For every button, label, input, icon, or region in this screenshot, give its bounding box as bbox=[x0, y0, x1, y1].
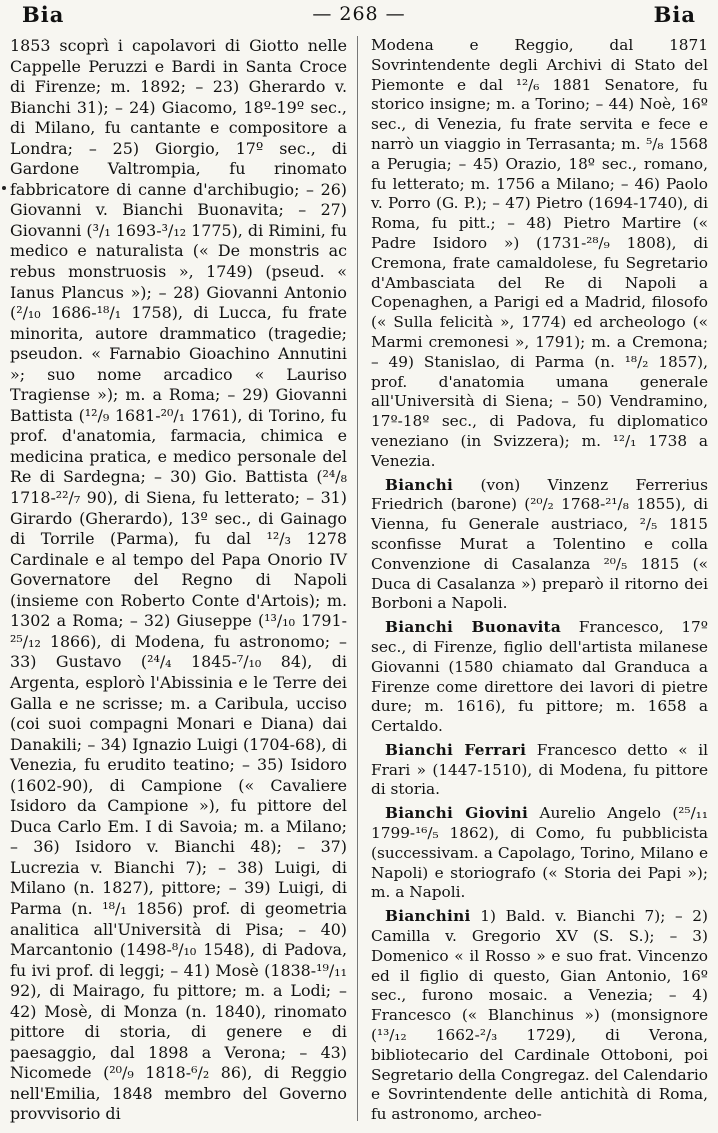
entry-bianchi-buonavita bbox=[371, 618, 708, 737]
entry-text: 1) Bald. v. Bianchi 7); – 2) Camilla v. Gregorio XV (S. S.); – 3) Domenico « il Rosso » e suo frat. Vincenzo ed il figlio di questo, Gian Antonio, 16º sec., furono mosaic. a Venezia; – 4) Francesco (« Blanchinus ») (monsignore (¹³/₁₂ 1662-²/₃ 1729), di Verona, bibliotecario del Cardinale Ottoboni, poi Segretario della Congregaz. del Calendario e Sovrintendente delle antichità di Roma, fu astronomo, archeo- bbox=[371, 907, 709, 1124]
column-divider bbox=[357, 36, 358, 1121]
entry-text: Francesco detto « il Frari » (1447-1510), di Modena, fu pittore di storia. bbox=[371, 740, 708, 799]
entry-headword: Bianchi Giovini bbox=[385, 804, 529, 823]
right-continuation-text: Modena e Reggio, dal 1871 Sovrintendente degli Archivi di Stato del Piemonte e dal ¹²/₆ 1881 Senatore, fu storico insigne; m. a Torino; – 44) Noè, 16º sec., di Venezia, fu frate servita e fece e narrò un viaggio in Terrasanta; m. ⁵/₈ 1568 a Perugia; – 45) Orazio, 18º sec., romano, fu letterato; m. 1756 a Milano; – 46) Paolo v. Porro (G. P.); – 47) Pietro (1694-1740), di Roma, fu pitt.; – 48) Pietro Martire (« Padre Isidoro ») (1731-²⁸/₉ 1808), di Cremona, frate camaldolese, fu Segretario d'Ambasciata del Re di Napoli a Copenaghen, a Parigi ed a Madrid, filosofo (« Sulla felicità », 1774) ed archeologo (« Marmi cremonesi », 1791); m. a Cremona; – 49) Stanislao, di Parma (n. ¹⁸/₂ 1857), prof. d'anatomia umana generale all'Università di Siena; – 50) Vendramino, 17º-18º sec., di Padova, fu diplomatico veneziano (in Svizzera); m. ¹²/₁ 1738 a Venezia. bbox=[371, 36, 708, 470]
entry-headword: Bianchini bbox=[385, 907, 471, 926]
running-head-left: Bia bbox=[22, 1, 65, 27]
left-column bbox=[10, 36, 347, 1125]
entry-text: (von) Vinzenz Ferrerius Friedrich (barone) (²⁰/₂ 1768-²¹/₈ 1855), di Vienna, fu Generale austriaco, ²/₅ 1815 sconfisse Murat a Tolentino e colla Convenzione di Casalanza ²⁰/₅ 1815 (« Duca di Casalanza ») preparò il ritorno dei Borboni a Napoli. bbox=[371, 475, 708, 613]
page-number: — 268 — bbox=[312, 3, 406, 25]
margin-mark bbox=[2, 186, 6, 190]
entry-bianchi-giovini bbox=[371, 804, 708, 903]
running-header bbox=[22, 2, 696, 26]
entry-bianchi-ferrari bbox=[371, 741, 708, 800]
entry-headword: Bianchi Ferrari bbox=[385, 740, 527, 759]
entry-headword: Bianchi bbox=[385, 475, 454, 494]
entry-headword: Bianchi Buonavita bbox=[385, 618, 562, 637]
right-column bbox=[371, 36, 708, 1125]
entry-bianchi-von bbox=[371, 476, 708, 615]
entry-bianchini bbox=[371, 907, 708, 1125]
running-head-right: Bia bbox=[653, 1, 696, 27]
entry-text: Francesco, 17º sec., di Firenze, figlio dell'artista milanese Giovanni (1580 chiamato dal Granduca a Firenze come direttore dei lavori di pietre dure; m. 1616), fu pittore; m. 1658 a Certaldo. bbox=[371, 618, 708, 736]
entry-text: Aurelio Angelo (²⁵/₁₁ 1799-¹⁶/₅ 1862), di Como, fu pubblicista (successivam. a Capolago, Torino, Milano e Napoli) e storiografo (« Storia dei Papi »); m. a Napoli. bbox=[371, 804, 708, 902]
left-continuation-text: 1853 scoprì i capolavori di Giotto nelle Cappelle Peruzzi e Bardi in Santa Croce di Firenze; m. 1892; – 23) Gherardo v. Bianchi 31); – 24) Giacomo, 18º-19º sec., di Milano, fu cantante e compositore a Londra; – 25) Giorgio, 17º sec., di Gardone Valtrompia, fu rinomato fabbricatore di canne d'archibugio; – 26) Giovanni v. Bianchi Buonavita; – 27) Giovanni (³/₁ 1693-³/₁₂ 1775), di Rimini, fu medico e naturalista (« De monstris ac rebus monstruosis », 1749) (pseud. « Ianus Plancus »); – 28) Giovanni Antonio (²/₁₀ 1686-¹⁸/₁ 1758), di Lucca, fu frate minorita, autore drammatico (tragedie; pseudon. « Farnabio Gioachino Annutini »; suo nome arcadico « Lauriso Tragiense »); m. a Roma; – 29) Giovanni Battista (¹²/₉ 1681-²⁰/₁ 1761), di Torino, fu prof. d'anatomia, farmacia, chimica e medicina pratica, e medico personale del Re di Sardegna; – 30) Gio. Battista (²⁴/₈ 1718-²²/₇ 90), di Siena, fu letterato; – 31) Girardo (Gherardo), 13º sec., di Gainago di Torrile (Parma), fu dal ¹²/₃ 1278 Cardinale e al tempo del Papa Onorio IV Governatore del Regno di Napoli (insieme con Roberto Conte d'Artois); m. 1302 a Roma; – 32) Giuseppe (¹³/₁₀ 1791-²⁵/₁₂ 1866), di Modena, fu astronomo; – 33) Gustavo (²⁴/₄ 1845-⁷/₁₀ 84), di Argenta, esplorò l'Abissinia e le Terre dei Galla e ne scrisse; m. a Caribula, ucciso (coi suoi compagni Monari e Diana) dai Danakili; – 34) Ignazio Luigi (1704-68), di Venezia, fu erudito teatino; – 35) Isidoro (1602-90), di Campione (« Cavaliere Isidoro da Campione »), fu pittore del Duca Carlo Em. I di Savoia; m. a Milano; – 36) Isidoro v. Bianchi 48); – 37) Lucrezia v. Bianchi 7); – 38) Luigi, di Milano (n. 1827), pittore; – 39) Luigi, di Parma (n. ¹⁸/₁ 1856) prof. di geometria analitica all'Università di Pisa; – 40) Marcantonio (1498-⁸/₁₀ 1548), di Padova, fu ivi prof. di leggi; – 41) Mosè (1838-¹⁹/₁₁ 92), di Mairago, fu pittore; m. a Lodi; – 42) Mosè, di Monza (n. 1840), rinomato pittore di storia, di genere e di paesaggio, dal 1898 a Verona; – 43) Nicomede (²⁰/₉ 1818-⁶/₂ 86), di Reggio nell'Emilia, 1848 membro del Governo provvisorio di bbox=[10, 36, 347, 1124]
